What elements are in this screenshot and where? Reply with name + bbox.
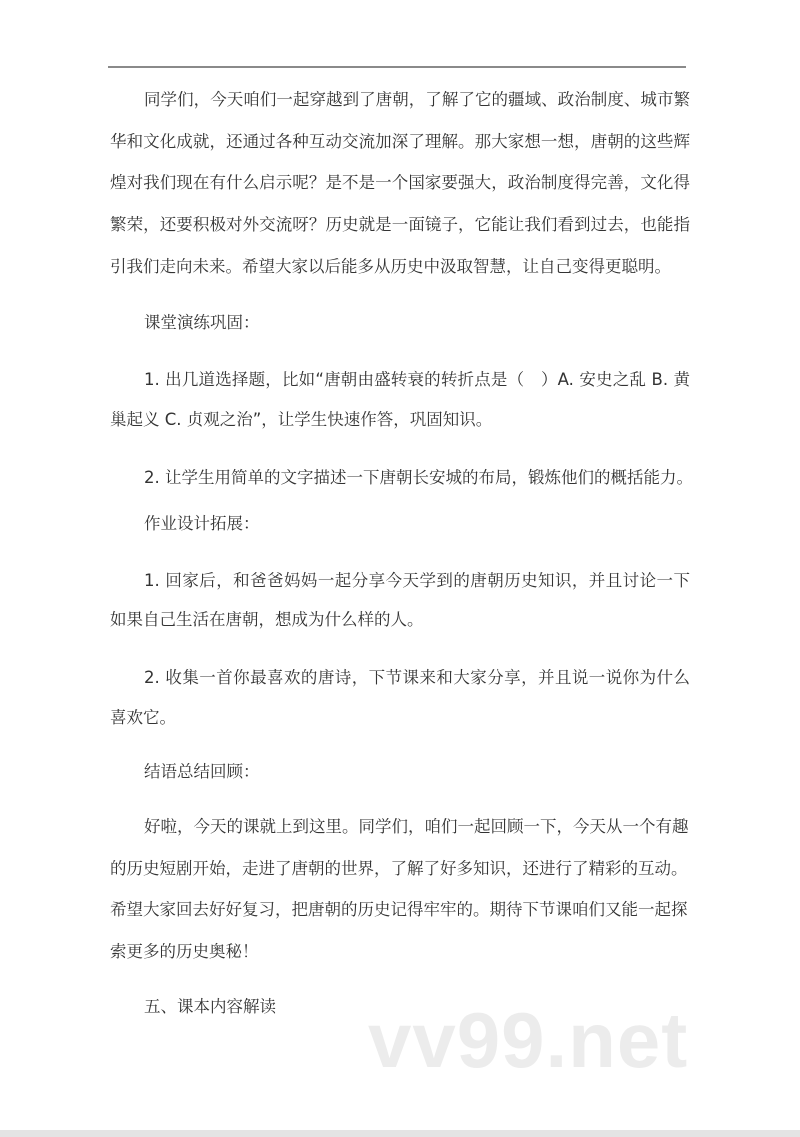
text-line: 如果自己生活在唐朝，想成为什么样的人。: [110, 610, 424, 629]
page-bottom-edge: [0, 1130, 800, 1137]
watermark: vv99.net: [368, 996, 689, 1084]
text-line: 好啦，今天的课就上到这里。同学们，咱们一起回顾一下，今天从一个有趣: [144, 817, 689, 836]
summary-heading: 结语总结回顾：: [144, 762, 260, 781]
homework-heading: 作业设计拓展：: [144, 514, 260, 533]
text-line: 1. 回家后，和爸爸妈妈一起分享今天学到的唐朝历史知识，并且讨论一下: [144, 571, 690, 590]
text-line: 的历史短剧开始，走进了唐朝的世界，了解了好多知识，还进行了精彩的互动。: [110, 859, 688, 878]
header-rule: [108, 66, 686, 68]
text-line: 希望大家回去好好复习，把唐朝的历史记得牢牢的。期待下节课咱们又能一起探: [110, 900, 688, 919]
text-line: 同学们，今天咱们一起穿越到了唐朝，了解了它的疆域、政治制度、城市繁: [144, 90, 690, 109]
text-line: 1. 出几道选择题，比如“唐朝由盛转衰的转折点是（ ）A. 安史之乱 B. 黄: [144, 370, 690, 389]
text-line: 索更多的历史奥秘！: [110, 942, 259, 961]
section-heading: 五、课本内容解读: [144, 997, 276, 1016]
practice-heading: 课堂演练巩固：: [144, 313, 260, 332]
text-line: 喜欢它。: [110, 708, 176, 727]
text-line: 巢起义 C. 贞观之治”，让学生快速作答，巩固知识。: [110, 410, 493, 429]
text-line: 引我们走向未来。希望大家以后能多从历史中汲取智慧，让自己变得更聪明。: [110, 257, 671, 276]
text-line: 煌对我们现在有什么启示呢？是不是一个国家要强大，政治制度得完善，文化得: [110, 173, 690, 192]
text-line: 2. 收集一首你最喜欢的唐诗，下节课来和大家分享，并且说一说你为什么: [144, 668, 690, 687]
text-line: 繁荣，还要积极对外交流呀？历史就是一面镜子，它能让我们看到过去，也能指: [110, 215, 690, 234]
text-line: 华和文化成就，还通过各种互动交流加深了理解。那大家想一想，唐朝的这些辉: [110, 132, 690, 151]
practice-item-2: 2. 让学生用简单的文字描述一下唐朝长安城的布局，锻炼他们的概括能力。: [144, 468, 693, 487]
